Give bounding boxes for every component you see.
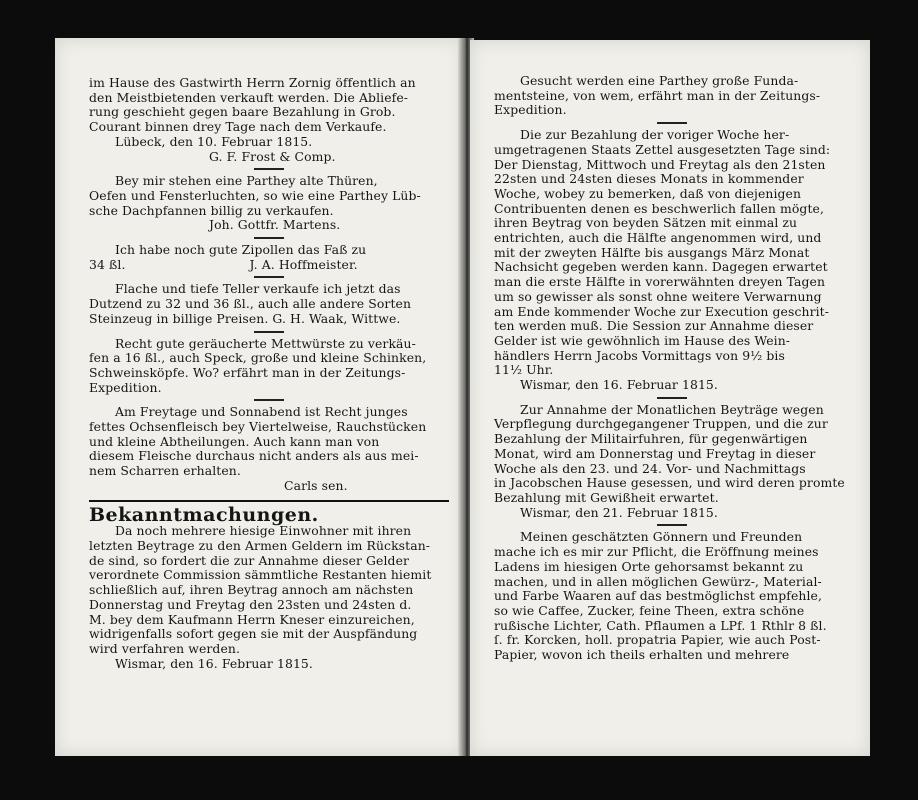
- ad-zornig-auction: [89, 76, 449, 164]
- right-page: [470, 40, 870, 756]
- text-line: am Ende kommender Woche zur Execution geschrit-: [494, 303, 830, 319]
- text-line: Am Freytage und Sonnabend ist Recht junges: [115, 404, 408, 420]
- text-line: de sind, so fordert die zur Annahme dieser Gelder: [89, 552, 410, 568]
- place-date: Wismar, den 16. Februar 1815.: [115, 655, 313, 671]
- text-line: Bezahlung der Militairfuhren, für gegenwärtigen: [494, 431, 808, 447]
- separator-rule: [89, 395, 449, 405]
- text-line: machen, und in allen möglichen Gewürz-, Material-: [494, 573, 822, 589]
- text-line: mit der zweyten Hälfte bis ausgangs März Monat: [494, 244, 810, 260]
- signature: J. A. Hoffmeister.: [249, 256, 358, 272]
- text-line: diesem Fleische durchaus nicht anders als aus mei-: [89, 448, 419, 464]
- section-heading: Bekanntmachungen.: [89, 500, 449, 523]
- place-date: Lübeck, den 10. Februar 1815.: [115, 133, 313, 149]
- ad-waak-plates: [89, 282, 449, 326]
- text-line: ihren Beytrag von beyden Sätzen mit einmal zu: [494, 215, 798, 231]
- place-date: Wismar, den 16. Februar 1815.: [520, 377, 718, 393]
- ad-foundation-stones: [494, 74, 850, 118]
- text-line: mache ich es mir zur Pflicht, die Eröffnung meines: [494, 544, 819, 560]
- text-line: letzten Beytrage zu den Armen Geldern im Rückstan-: [89, 537, 431, 553]
- ad-hoffmeister-onions: [89, 243, 449, 272]
- text-line: im Hause des Gastwirth Herrn Zornig öffentlich an: [89, 75, 416, 90]
- text-line: Da noch mehrere hiesige Einwohner mit ihren: [115, 523, 412, 539]
- ad-carls-beef: [89, 405, 449, 493]
- separator-rule: [89, 233, 449, 243]
- text-line: und kleine Abtheilungen. Auch kann man von: [89, 433, 380, 449]
- text-line: umgetragenen Staats Zettel ausgesetzten Tage sind:: [494, 141, 831, 157]
- separator-rule: [494, 520, 850, 530]
- text-line: Bezahlung mit Gewißheit erwartet.: [494, 489, 719, 505]
- text-line: verordnete Commission sämmtliche Restanten hiemit: [89, 567, 432, 583]
- text-line: schließlich auf, ihren Beytrag annoch am nächsten: [89, 582, 414, 598]
- text-line: mentsteine, von wem, erfährt man in der Zeitungs-: [494, 87, 821, 103]
- text-line: Courant binnen drey Tage nach dem Verkaufe.: [89, 119, 387, 135]
- text-line: Ich habe noch gute Zipollen das Faß zu: [115, 242, 367, 258]
- text-line: in Jacobschen Hause gesessen, und wird deren promte: [494, 475, 845, 491]
- price-line: [89, 258, 449, 273]
- text-line: Der Dienstag, Mittwoch und Freytag als den 21sten: [494, 156, 826, 172]
- ad-smoked-sausages: [89, 337, 449, 396]
- signature: Joh. Gottfr. Martens.: [209, 217, 341, 233]
- text-line: Die zur Bezahlung der voriger Woche her-: [520, 127, 790, 143]
- text-line: 22sten und 24sten dieses Monats in kommender: [494, 171, 804, 187]
- signature: Carls sen.: [284, 477, 348, 493]
- text-line: wird verfahren werden.: [89, 640, 240, 656]
- text-line: Dutzend zu 32 und 36 ßl., auch alle andere Sorten: [89, 296, 412, 312]
- text-line: Bey mir stehen eine Parthey alte Thüren,: [115, 173, 378, 189]
- text-line: so wie Caffee, Zucker, feine Theen, extra schöne: [494, 602, 805, 618]
- text-line: Verpflegung durchgegangener Truppen, und die zur: [494, 416, 828, 432]
- text-line: Nachsicht gegeben werden kann. Dagegen erwartet: [494, 259, 828, 275]
- text-line: man die erste Hälfte in vorerwähnten dreyen Tagen: [494, 274, 826, 290]
- separator-rule: [89, 164, 449, 174]
- text-line: nem Scharren erhalten.: [89, 463, 241, 479]
- price: 34 ßl.: [89, 256, 126, 272]
- ad-martens-doors: [89, 174, 449, 233]
- text-line: Papier, wovon ich theils erhalten und mehrere: [494, 647, 790, 663]
- text-line: fen a 16 ßl., auch Speck, große und kleine Schinken,: [89, 350, 427, 366]
- text-line: rung geschieht gegen baare Bezahlung in Grob.: [89, 104, 396, 120]
- text-line: Expedition.: [89, 379, 162, 395]
- separator-rule: [494, 393, 850, 403]
- place-date: Wismar, den 21. Februar 1815.: [520, 504, 718, 520]
- text-line: 11½ Uhr.: [494, 362, 554, 378]
- text-line: sche Dachpfannen billig zu verkaufen.: [89, 202, 334, 218]
- text-line: Flache und tiefe Teller verkaufe ich jetzt das: [115, 281, 401, 297]
- text-line: Woche als den 23. und 24. Vor- und Nachmittags: [494, 460, 806, 476]
- text-line: Recht gute geräucherte Mettwürste zu verkäu-: [115, 335, 416, 351]
- text-line: widrigenfalls sofort gegen sie mit der Auspfändung: [89, 626, 418, 642]
- ad-state-tax-notice: [494, 128, 850, 393]
- text-line: Oefen und Fensterluchten, so wie eine Parthey Lüb-: [89, 187, 421, 203]
- text-line: ten werden muß. Die Session zur Annahme dieser: [494, 318, 814, 334]
- ad-monthly-contributions: [494, 403, 850, 521]
- announcement-poor-funds: [89, 524, 449, 671]
- separator-rule: [89, 272, 449, 282]
- separator-rule: [89, 327, 449, 337]
- text-line: Zur Annahme der Monatlichen Beyträge wegen: [520, 401, 824, 417]
- text-line: Donnerstag und Freytag den 23sten und 24sten d.: [89, 596, 412, 612]
- text-line: Monat, wird am Donnerstag und Freytag in dieser: [494, 445, 816, 461]
- text-line: entrichten, auch die Hälfte angenommen wird, und: [494, 230, 822, 246]
- text-line: Steinzeug in billige Preisen. G. H. Waak, Wittwe.: [89, 310, 401, 326]
- text-line: händlers Herrn Jacobs Vormittags von 9½ bis: [494, 347, 785, 363]
- text-line: um so gewisser als sonst ohne weitere Verwarnung: [494, 288, 822, 304]
- right-column: [494, 40, 850, 756]
- signature: G. F. Frost & Comp.: [209, 148, 336, 164]
- text-line: und Farbe Waaren auf das bestmöglichst empfehle,: [494, 588, 823, 604]
- text-line: Woche, wobey zu bemerken, daß von diejenigen: [494, 185, 802, 201]
- text-line: Gesucht werden eine Parthey große Funda-: [520, 73, 799, 88]
- text-line: ſ. fr. Korcken, holl. propatria Papier, wie auch Post-: [494, 632, 821, 648]
- ad-shop-opening: [494, 530, 850, 662]
- left-column: [89, 38, 449, 756]
- text-line: M. bey dem Kaufmann Herrn Kneser einzureichen,: [89, 611, 415, 627]
- text-line: Ladens im hiesigen Orte gehorsamst bekannt zu: [494, 558, 804, 574]
- left-page: [55, 38, 463, 756]
- text-line: Meinen geschätzten Gönnern und Freunden: [520, 529, 803, 545]
- text-line: rußische Lichter, Cath. Pflaumen a LPf. 1 Rthlr 8 ßl.: [494, 617, 827, 633]
- text-line: Expedition.: [494, 102, 567, 118]
- separator-rule: [494, 118, 850, 128]
- text-line: Contribuenten denen es beschwerlich fallen mögte,: [494, 200, 824, 216]
- text-line: Gelder ist wie gewöhnlich im Hause des Wein-: [494, 332, 791, 348]
- text-line: Schweinsköpfe. Wo? erfährt man in der Zeitungs-: [89, 364, 406, 380]
- text-line: fettes Ochsenfleisch bey Viertelweise, Rauchstücken: [89, 419, 427, 435]
- text-line: den Meistbietenden verkauft werden. Die Abliefe-: [89, 89, 409, 105]
